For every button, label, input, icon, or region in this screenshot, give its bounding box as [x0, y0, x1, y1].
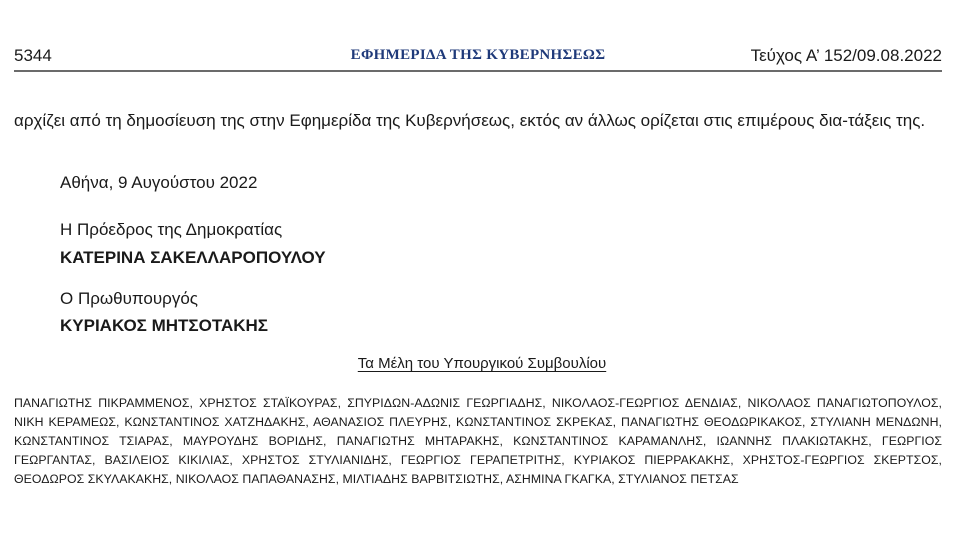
- president-title: Η Πρόεδρος της Δημοκρατίας: [60, 220, 283, 239]
- closing-paragraph: αρχίζει από τη δημοσίευση της στην Εφημερίδα της Κυβερνήσεως, εκτός αν άλλως ορίζεται στις επιμέρους δια-τάξεις της.: [14, 111, 926, 130]
- pm-name: ΚΥΡΙΑΚΟΣ ΜΗΤΣΟΤΑΚΗΣ: [60, 316, 269, 335]
- page-header: [14, 44, 942, 72]
- gazette-title: ΕΦΗΜΕΡΙΔΑ ΤΗΣ ΚΥΒΕΡΝΗΣΕΩΣ: [350, 47, 606, 63]
- page-number: 5344: [14, 46, 52, 65]
- pm-title: Ο Πρωθυπουργός: [60, 289, 198, 308]
- president-name: ΚΑΤΕΡΙΝΑ ΣΑΚΕΛΛΑΡΟΠΟΥΛΟΥ: [60, 248, 326, 267]
- cabinet-members-list: ΠΑΝΑΓΙΩΤΗΣ ΠΙΚΡΑΜΜΕΝΟΣ, ΧΡΗΣΤΟΣ ΣΤΑΪΚΟΥΡΑΣ, ΣΠΥΡΙΔΩΝ-ΑΔΩΝΙΣ ΓΕΩΡΓΙΑΔΗΣ, ΝΙΚΟΛΑΟΣ-ΓΕΩΡΓΙΟΣ ΔΕΝΔΙΑΣ, ΝΙΚΟΛΑΟΣ ΠΑΝΑΓΙΩΤΟΠΟΥΛΟΣ, ΝΙΚΗ ΚΕΡΑΜΕΩΣ, ΚΩΝΣΤΑΝΤΙΝΟΣ ΧΑΤΖΗΔΑΚΗΣ, ΑΘΑΝΑΣΙΟΣ ΠΛΕΥΡΗΣ, ΚΩΝΣΤΑΝΤΙΝΟΣ ΣΚΡΕΚΑΣ, ΠΑΝΑΓΙΩΤΗΣ ΘΕΟΔΩΡΙΚΑΚΟΣ, ΣΤΥΛΙΑΝΗ ΜΕΝΔΩΝΗ, ΚΩΝΣΤΑΝΤΙΝΟΣ ΤΣΙΑΡΑΣ, ΜΑΥΡΟΥΔΗΣ ΒΟΡΙΔΗΣ, ΠΑΝΑΓΙΩΤΗΣ ΜΗΤΑΡΑΚΗΣ, ΚΩΝΣΤΑΝΤΙΝΟΣ ΚΑΡΑΜΑΝΛΗΣ, ΙΩΑΝΝΗΣ ΠΛΑΚΙΩΤΑΚΗΣ, ΓΕΩΡΓΙΟΣ ΓΕΩΡΓΑΝΤΑΣ, ΒΑΣΙΛΕΙΟΣ ΚΙΚΙΛΙΑΣ, ΧΡΗΣΤΟΣ ΣΤΥΛΙΑΝΙΔΗΣ, ΓΕΩΡΓΙΟΣ ΓΕΡΑΠΕΤΡΙΤΗΣ, ΚΥΡΙΑΚΟΣ ΠΙΕΡΡΑΚΑΚΗΣ, ΧΡΗΣΤΟΣ-ΓΕΩΡΓΙΟΣ ΣΚΕΡΤΣΟΣ, ΘΕΟΔΩΡΟΣ ΣΚΥΛΑΚΑΚΗΣ, ΝΙΚΟΛΑΟΣ ΠΑΠΑΘΑΝΑΣΗΣ, ΜΙΛΤΙΑΔΗΣ ΒΑΡΒΙΤΣΙΩΤΗΣ, ΑΣΗΜΙΝΑ ΓΚΑΓΚΑ, ΣΤΥΛΙΑΝΟΣ ΠΕΤΣΑΣ: [14, 396, 942, 486]
- cabinet-heading-text: Τα Μέλη του Υπουργικού Συμβουλίου: [357, 355, 607, 372]
- date-place: Αθήνα, 9 Αυγούστου 2022: [60, 173, 258, 192]
- cabinet-heading: [0, 355, 964, 372]
- header-divider: [14, 70, 942, 72]
- issue-number: Τεύχος Α’ 152/09.08.2022: [750, 46, 942, 65]
